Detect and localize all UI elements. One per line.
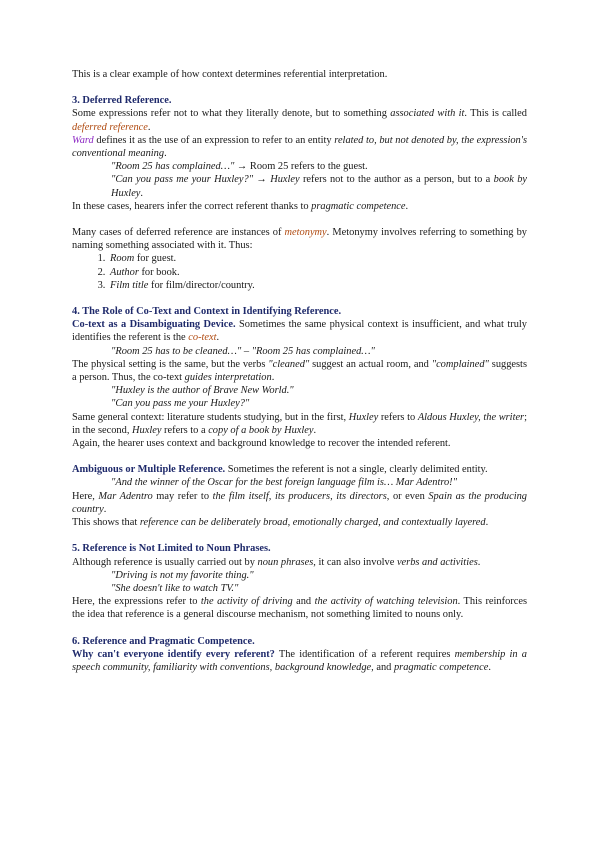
text-italic: Huxley (270, 174, 300, 186)
text-italic: pragmatic competence (311, 200, 406, 212)
s4-example-2 (72, 384, 527, 397)
term-highlight: co-text (188, 332, 217, 344)
example-quote: "Room 25 has complained…" (111, 161, 235, 173)
list-item (108, 279, 527, 292)
text-italic: associated with it (390, 108, 465, 120)
s3-example-1 (72, 160, 527, 173)
s3-paragraph-1 (72, 107, 527, 133)
text-italic: Author (110, 266, 139, 278)
text: . (488, 661, 491, 673)
example-quote: "Room 25 has to be cleaned…" – "Room 25 has complained…" (111, 345, 375, 357)
text: . (477, 556, 481, 568)
example-quote: "Can you pass me your Huxley?" (111, 174, 254, 186)
text: refers to a (161, 424, 209, 436)
s4-example-1 (72, 345, 527, 358)
s4-paragraph-1 (72, 318, 527, 344)
text: Sometimes the referent is not a single, clearly delimited entity. (225, 464, 488, 476)
text: Same general context: literature students studying, but in the first, (72, 411, 349, 423)
s3-example-2 (72, 173, 527, 199)
s4-example-4 (72, 476, 527, 489)
text: suggests a person. Thus, the co-text (72, 358, 527, 384)
s4-example-3 (72, 397, 527, 410)
text-italic: reference can be deliberately broad, emotionally charged, and contextually layered (139, 517, 486, 529)
text: , or even (386, 490, 429, 502)
example-quote: "Driving is not my favorite thing." (111, 569, 254, 581)
text-italic: Huxley (132, 424, 162, 436)
text: The identification of a referent requires (274, 648, 455, 660)
text-italic: verbs and activities (396, 556, 478, 568)
text: Here, (72, 490, 99, 502)
example-quote: "She doesn't like to watch TV." (111, 582, 239, 594)
document-page (72, 68, 527, 674)
text-italic: membership in a speech community, familiarity with conventions, background knowledge, (72, 648, 527, 673)
text: Many cases of deferred reference are instances of (72, 227, 285, 239)
text: and (292, 596, 315, 608)
s4-paragraph-4: Again, the hearer uses context and background knowledge to recover the intended referent. (72, 438, 451, 450)
s3-paragraph-4 (72, 226, 527, 252)
name-highlight: Ward (72, 134, 94, 146)
text-italic: related to, but not denoted by, the expression's conventional meaning (72, 134, 527, 160)
text-italic: Room (110, 253, 135, 265)
text: . (216, 332, 220, 344)
section-6-heading: 6. Reference and Pragmatic Competence. (72, 635, 255, 647)
text: . (405, 200, 409, 212)
text: . (485, 517, 489, 529)
s3-paragraph-2 (72, 134, 527, 160)
section-4-heading: 4. The Role of Co-Text and Context in Identifying Reference. (72, 306, 342, 318)
term-highlight: metonymy (284, 227, 327, 239)
s5-paragraph-1 (72, 556, 527, 569)
text-italic: the film itself, its producers, its directors (212, 490, 387, 502)
text-italic: Huxley (348, 411, 379, 423)
s4-paragraph-5 (72, 463, 527, 476)
text: → Room 25 refers to the guest. (234, 161, 368, 173)
text: may refer to (152, 490, 213, 502)
text: and (373, 661, 394, 673)
s3-paragraph-3 (72, 200, 527, 213)
text-italic: "complained" (431, 358, 489, 370)
term-highlight: deferred reference (72, 121, 148, 133)
text: Here, the expressions refer to (72, 596, 201, 608)
subheading-question: Why can't everyone identify every referent? (72, 648, 275, 660)
s4-paragraph-2 (72, 358, 527, 384)
example-quote: "Can you pass me your Huxley?" (111, 398, 250, 410)
text: . Metonymy involves referring to something by naming something associated with it. Thus: (72, 227, 527, 252)
example-quote: "Huxley is the author of Brave New World." (111, 385, 294, 397)
text-italic: book by Huxley (111, 174, 527, 199)
text: This shows that (72, 517, 140, 529)
text-italic: the activity of watching television (314, 596, 458, 608)
text-italic: Spain as the producing country (72, 490, 527, 515)
text: Sometimes the same physical context is insufficient, and what truly identifies the referent is the (72, 319, 527, 344)
text: suggest an actual room, and (309, 358, 432, 370)
metonymy-list (72, 252, 527, 292)
text: refers not to the author as a person, but to a (299, 174, 494, 186)
text: In these cases, hearers infer the correct referent thanks to (72, 200, 312, 212)
text: . This reinforces the idea that reference is a general discourse mechanism, not something limited to nouns only. (72, 596, 527, 621)
text-italic: Mar Adentro (98, 490, 153, 502)
text: . (271, 372, 275, 384)
s5-paragraph-2 (72, 595, 527, 621)
text-italic: guides interpretation (184, 372, 272, 384)
s4-paragraph-6 (72, 490, 527, 516)
text: for book. (138, 266, 180, 278)
s6-paragraph-1 (72, 648, 527, 674)
subheading: Co-text as a Disambiguating Device. (72, 319, 236, 331)
text-italic: copy of a book by Huxley (208, 424, 314, 436)
text: . (147, 121, 151, 133)
text: . (140, 187, 144, 199)
text: . (164, 148, 167, 160)
text-italic: Aldous Huxley, the writer (417, 411, 525, 423)
text-italic: Film title (110, 279, 149, 291)
s5-example-1 (72, 569, 527, 582)
text: . (103, 503, 107, 515)
text-italic: the activity of driving (200, 596, 293, 608)
intro-paragraph: This is a clear example of how context determines referential interpretation. (72, 69, 388, 80)
text: . This is called (464, 108, 527, 120)
text: ; in the second, (72, 411, 527, 436)
text: Although reference is usually carried out by (72, 556, 258, 568)
text: , it can also involve (313, 556, 397, 568)
text-italic: pragmatic competence (393, 661, 489, 673)
subheading: Ambiguous or Multiple Reference. (72, 464, 226, 476)
text: Some expressions refer not to what they literally denote, but to something (72, 108, 391, 120)
text-italic: "cleaned" (268, 358, 310, 370)
text: for guest. (134, 253, 177, 265)
s4-paragraph-7 (72, 516, 527, 529)
list-item (108, 266, 527, 279)
example-quote: "And the winner of the Oscar for the best foreign language film is… Mar Adentro!" (111, 477, 458, 489)
text: → (253, 174, 271, 186)
text-italic: noun phrases (257, 556, 314, 568)
section-5-heading: 5. Reference is Not Limited to Noun Phrases. (72, 543, 271, 555)
text: refers to (378, 411, 418, 423)
text: defines it as the use of an expression to refer to an entity (93, 134, 335, 146)
section-3-heading: 3. Deferred Reference. (72, 95, 172, 107)
s5-example-2 (72, 582, 527, 595)
text: . (313, 424, 317, 436)
text: The physical setting is the same, but the verbs (72, 358, 269, 370)
text: for film/director/country. (148, 279, 255, 291)
s4-paragraph-3 (72, 411, 527, 437)
list-item (108, 252, 527, 265)
